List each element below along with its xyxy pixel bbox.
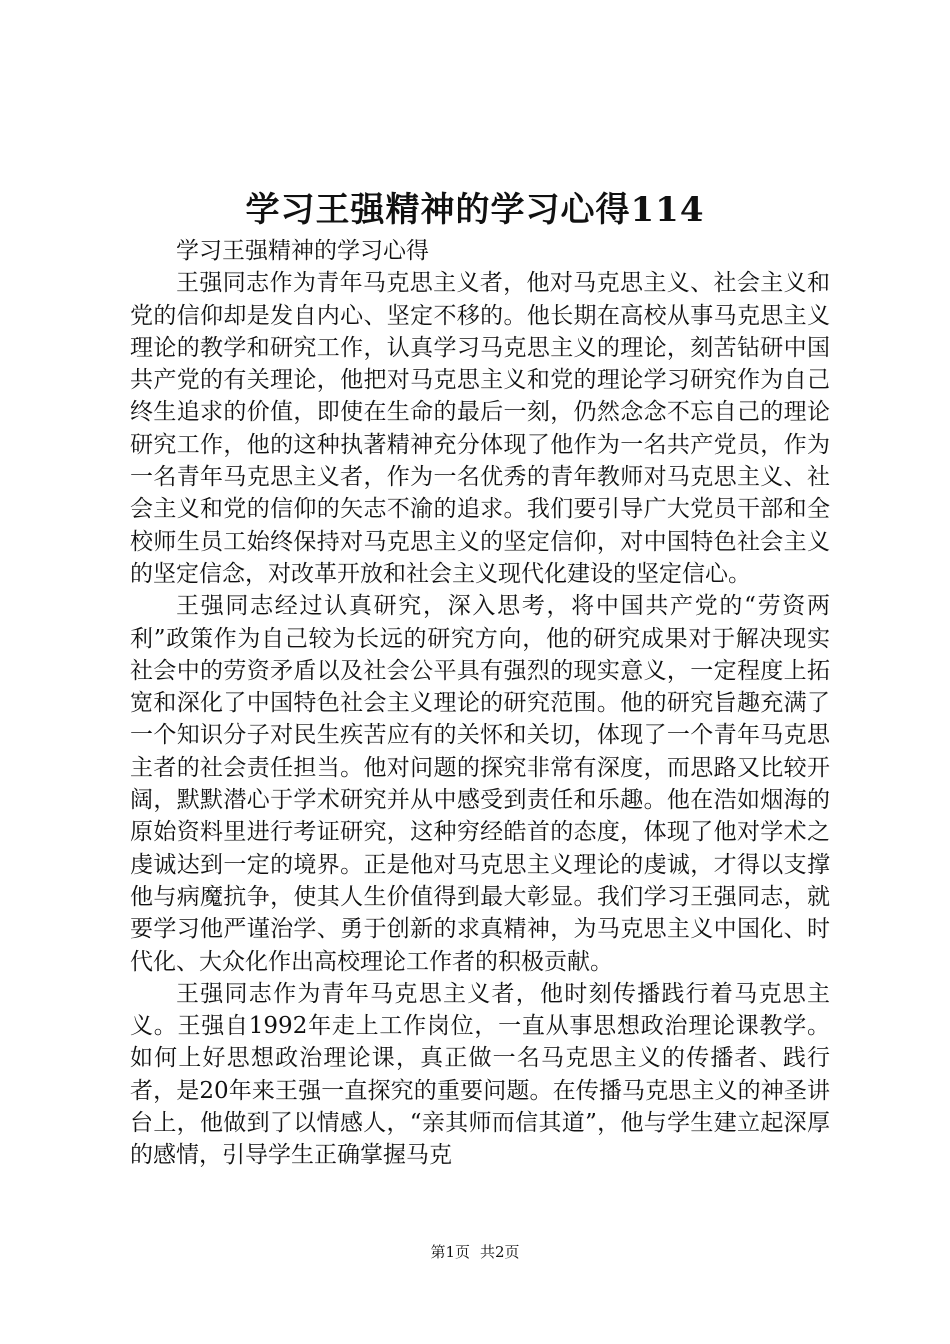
paragraph: 王强同志作为青年马克思主义者，他对马克思主义、社会主义和党的信仰却是发自内心、坚定不移的。他长期在高校从事马克思主义理论的教学和研究工作，认真学习马克思主义的理论，刻苦钻研中国共产党的有关理论，他把对马克思主义和党的理论学习研究作为自己终生追求的价值，即使在生命的最后一刻，仍然念念不忘自己的理论研究工作，他的这种执著精神充分体现了他作为一名共产党员，作为一名青年马克思主义者，作为一名优秀的青年教师对马克思主义、社会主义和党的信仰的矢志不渝的追求。我们要引导广大党员干部和全校师生员工始终保持对马克思主义的坚定信仰，对中国特色社会主义的坚定信念，对改革开放和社会主义现代化建设的坚定信心。 — [130, 270, 830, 587]
page-number: 第1页 — [430, 1243, 470, 1261]
document-subtitle: 学习王强精神的学习心得 — [176, 238, 429, 264]
page-footer — [0, 1242, 950, 1262]
document-body — [130, 235, 830, 1172]
page-total: 共2页 — [480, 1243, 520, 1261]
paragraph: 王强同志经过认真研究，深入思考，将中国共产党的“劳资两利”政策作为自己较为长远的研究方向，他的研究成果对于解决现实社会中的劳资矛盾以及社会公平具有强烈的现实意义，一定程度上拓宽和深化了中国特色社会主义理论的研究范围。他的研究旨趣充满了一个知识分子对民生疾苦应有的关怀和关切，体现了一个青年马克思主者的社会责任担当。他对问题的探究非常有深度，而思路又比较开阔，默默潜心于学术研究并从中感受到责任和乐趣。他在浩如烟海的原始资料里进行考证研究，这种穷经皓首的态度，体现了他对学术之虔诚达到一定的境界。正是他对马克思主义理论的虔诚，才得以支撑他与病魔抗争，使其人生价值得到最大彰显。我们学习王强同志，就要学习他严谨治学、勇于创新的求真精神，为马克思主义中国化、时代化、大众化作出高校理论工作者的积极贡献。 — [130, 593, 830, 975]
document-title: 学习王强精神的学习心得114 — [245, 190, 705, 230]
paragraph: 王强同志作为青年马克思主义者，他时刻传播践行着马克思主义。王强自1992年走上工作岗位，一直从事思想政治理论课教学。如何上好思想政治理论课，真正做一名马克思主义的传播者、践行者，是20年来王强一直探究的重要问题。在传播马克思主义的神圣讲台上，他做到了以情感人，“亲其师而信其道”，他与学生建立起深厚的感情，引导学生正确掌握马克 — [130, 980, 830, 1169]
